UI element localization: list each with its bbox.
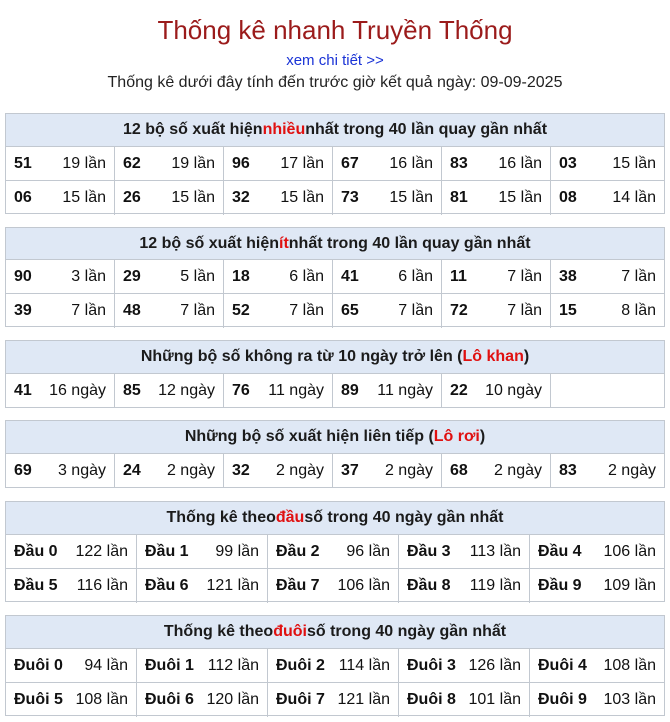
stat-number: Đầu 9	[538, 577, 582, 594]
stat-number: 52	[232, 302, 250, 319]
duoi-grid	[6, 649, 664, 717]
stat-number: 89	[341, 382, 359, 399]
stat-number: Đầu 0	[14, 542, 58, 560]
section-title: Những bộ số không ra từ 10 ngày trở lên ( Lô khan )	[6, 341, 664, 374]
stat-cell	[224, 147, 333, 181]
stat-cell	[442, 181, 551, 215]
stat-count: 99 lần	[215, 542, 259, 560]
stat-count: 108 lần	[75, 691, 128, 708]
stat-cell	[530, 649, 664, 683]
stat-cell	[6, 535, 137, 569]
stat-count: 106 lần	[337, 577, 390, 594]
stat-number: 37	[341, 462, 359, 479]
stat-number: 67	[341, 154, 359, 172]
stat-cell	[399, 649, 530, 683]
stat-cell	[268, 535, 399, 569]
stat-cell	[268, 649, 399, 683]
stat-number: 24	[123, 462, 141, 479]
stat-cell	[399, 569, 530, 603]
most-frequent-section	[5, 113, 665, 214]
stat-number: Đuôi 8	[407, 691, 456, 708]
stat-number: 72	[450, 302, 468, 319]
stat-number: Đuôi 3	[407, 656, 456, 674]
stat-cell	[115, 454, 224, 488]
most-frequent-grid	[6, 147, 664, 215]
stat-number: Đuôi 7	[276, 691, 325, 708]
page-title: Thống kê nhanh Truyền Thống	[157, 15, 513, 45]
stat-count: 2 ngày	[384, 462, 433, 479]
stat-cell	[551, 260, 664, 294]
stat-number: 29	[123, 267, 141, 285]
stat-number: 39	[14, 302, 32, 319]
stat-count: 15 lần	[280, 189, 324, 206]
stat-cell	[224, 181, 333, 215]
stat-count: 119 lần	[469, 577, 521, 594]
stat-number: Đầu 5	[14, 577, 58, 594]
stat-count: 113 lần	[469, 542, 521, 560]
stat-count: 7 lần	[507, 267, 542, 285]
stat-number: 96	[232, 154, 250, 172]
stat-number: 51	[14, 154, 32, 172]
stat-count: 11 ngày	[377, 382, 433, 399]
stat-count: 15 lần	[612, 154, 656, 172]
stat-count: 121 lần	[206, 577, 259, 594]
section-title: Thống kê theo đầu số trong 40 ngày gần nhất	[6, 502, 664, 535]
stat-number: Đầu 2	[276, 542, 320, 560]
stat-cell	[530, 535, 664, 569]
stat-count: 101 lần	[468, 691, 521, 708]
stat-cell	[333, 181, 442, 215]
stat-cell	[115, 294, 224, 328]
stat-number: 65	[341, 302, 359, 319]
stat-count: 108 lần	[603, 656, 656, 674]
stat-number: Đầu 3	[407, 542, 451, 560]
stat-number: 83	[559, 462, 577, 479]
stat-number: Đuôi 9	[538, 691, 587, 708]
stat-cell	[333, 147, 442, 181]
stat-count: 12 ngày	[158, 382, 215, 399]
stat-count: 121 lần	[337, 691, 390, 708]
stat-number: Đầu 1	[145, 542, 189, 560]
stat-number: Đuôi 6	[145, 691, 194, 708]
stat-cell	[442, 147, 551, 181]
stat-count: 8 lần	[621, 302, 656, 319]
stat-count: 7 lần	[71, 302, 106, 319]
stat-number: Đuôi 2	[276, 656, 325, 674]
stat-count: 14 lần	[612, 189, 656, 206]
least-frequent-grid	[6, 260, 664, 328]
stat-cell	[551, 294, 664, 328]
stat-cell	[224, 374, 333, 408]
stat-count: 3 lần	[71, 267, 106, 285]
stat-number: 62	[123, 154, 141, 172]
lo-roi-section	[5, 420, 665, 488]
stat-count: 15 lần	[389, 189, 433, 206]
stat-cell	[6, 260, 115, 294]
stat-count: 120 lần	[206, 691, 259, 708]
stat-count: 7 lần	[180, 302, 215, 319]
stat-cell	[551, 181, 664, 215]
stat-count: 19 lần	[171, 154, 215, 172]
stat-cell	[224, 454, 333, 488]
stat-count: 10 ngày	[485, 382, 542, 399]
section-title: 12 bộ số xuất hiện nhiều nhất trong 40 lần quay gần nhất	[6, 114, 664, 147]
stat-count: 114 lần	[338, 656, 390, 674]
stat-count: 11 ngày	[268, 382, 324, 399]
dau-grid	[6, 535, 664, 603]
stat-count: 15 lần	[62, 189, 106, 206]
stat-cell	[333, 374, 442, 408]
stat-number: 32	[232, 189, 250, 206]
stat-count: 2 ngày	[607, 462, 656, 479]
stat-cell	[268, 569, 399, 603]
stat-cell	[224, 294, 333, 328]
stat-number: 08	[559, 189, 577, 206]
stat-count: 17 lần	[280, 154, 324, 172]
duoi-section	[5, 615, 665, 716]
stat-number: 90	[14, 267, 32, 285]
stat-count: 15 lần	[498, 189, 542, 206]
page-header	[0, 0, 670, 93]
stat-count: 126 lần	[468, 656, 521, 674]
stat-number: Đuôi 0	[14, 656, 63, 674]
stat-count: 3 ngày	[57, 462, 106, 479]
stat-count: 94 lần	[84, 656, 128, 674]
stat-cell	[399, 683, 530, 717]
stat-cell	[115, 147, 224, 181]
stat-cell	[268, 683, 399, 717]
stat-cell	[115, 181, 224, 215]
dau-section	[5, 501, 665, 602]
stat-cell	[333, 260, 442, 294]
stat-number: 73	[341, 189, 359, 206]
stat-number: 38	[559, 267, 577, 285]
section-title: Thống kê theo đuôi số trong 40 ngày gần nhất	[6, 616, 664, 649]
stat-cell	[442, 454, 551, 488]
stat-count: 6 lần	[289, 267, 324, 285]
section-title: Những bộ số xuất hiện liên tiếp ( Lô rơi )	[6, 421, 664, 454]
stat-count: 96 lần	[346, 542, 390, 560]
stat-cell	[137, 569, 268, 603]
stat-cell	[551, 454, 664, 488]
stat-cell	[442, 374, 551, 408]
stat-count: 7 lần	[289, 302, 324, 319]
stat-count: 16 lần	[498, 154, 542, 172]
least-frequent-section	[5, 227, 665, 327]
stat-cell	[530, 569, 664, 603]
stat-cell	[530, 683, 664, 717]
stat-count: 2 ngày	[275, 462, 324, 479]
stat-cell	[6, 683, 137, 717]
stat-count: 2 ngày	[166, 462, 215, 479]
stat-number: Đầu 6	[145, 577, 189, 594]
lo-khan-section	[5, 340, 665, 408]
stat-number: 68	[450, 462, 468, 479]
stat-number: 83	[450, 154, 468, 172]
stat-number: Đuôi 1	[145, 656, 194, 674]
stat-count: 7 lần	[507, 302, 542, 319]
stat-cell	[115, 260, 224, 294]
stat-number: 06	[14, 189, 32, 206]
stat-count: 16 lần	[389, 154, 433, 172]
stat-cell	[137, 649, 268, 683]
stat-number: 11	[450, 267, 467, 285]
section-title: 12 bộ số xuất hiện ít nhất trong 40 lần quay gần nhất	[6, 228, 664, 260]
stat-cell	[6, 147, 115, 181]
stat-cell	[442, 260, 551, 294]
lo-roi-grid	[6, 454, 664, 488]
stat-cell	[551, 147, 664, 181]
stat-number: 26	[123, 189, 141, 206]
stat-cell	[6, 569, 137, 603]
stat-cell	[115, 374, 224, 408]
stat-number: Đầu 7	[276, 577, 320, 594]
detail-link[interactable]: xem chi tiết >>	[286, 52, 384, 69]
stat-cell	[6, 181, 115, 215]
stat-count: 6 lần	[398, 267, 433, 285]
stat-cell	[333, 454, 442, 488]
stat-count: 5 lần	[180, 267, 215, 285]
stat-cell	[6, 294, 115, 328]
stat-number: Đầu 4	[538, 542, 582, 560]
stat-count: 16 ngày	[49, 382, 106, 399]
stat-number: 48	[123, 302, 141, 319]
stat-number: Đầu 8	[407, 577, 451, 594]
stat-number: 81	[450, 189, 468, 206]
stat-count: 103 lần	[603, 691, 656, 708]
lo-khan-grid	[6, 374, 664, 408]
stat-number: 15	[559, 302, 577, 319]
stat-count: 109 lần	[603, 577, 656, 594]
stat-number: 03	[559, 154, 577, 172]
stat-number: 69	[14, 462, 32, 479]
stat-count: 19 lần	[62, 154, 106, 172]
stat-cell	[6, 374, 115, 408]
stat-cell	[137, 535, 268, 569]
stat-count: 116 lần	[76, 577, 128, 594]
stat-number: 32	[232, 462, 250, 479]
stat-number: 41	[341, 267, 359, 285]
stat-cell	[333, 294, 442, 328]
stat-cell	[399, 535, 530, 569]
stat-number: Đuôi 5	[14, 691, 63, 708]
stat-cell	[6, 649, 137, 683]
stat-number: 41	[14, 382, 32, 399]
page-subtitle: Thống kê dưới đây tính đến trước giờ kết quả ngày: 09-09-2025	[107, 74, 563, 91]
stat-number: 22	[450, 382, 468, 399]
stat-count: 112 lần	[207, 656, 259, 674]
stat-number: Đuôi 4	[538, 656, 587, 674]
stat-number: 18	[232, 267, 250, 285]
stat-count: 7 lần	[621, 267, 656, 285]
stat-cell	[6, 454, 115, 488]
stat-cell	[442, 294, 551, 328]
stat-count: 2 ngày	[493, 462, 542, 479]
stat-number: 76	[232, 382, 250, 399]
stat-count: 122 lần	[75, 542, 128, 560]
stat-count: 15 lần	[171, 189, 215, 206]
stat-number: 85	[123, 382, 141, 399]
stat-count: 106 lần	[603, 542, 656, 560]
stat-count: 7 lần	[398, 302, 433, 319]
stat-cell	[137, 683, 268, 717]
stat-cell	[224, 260, 333, 294]
